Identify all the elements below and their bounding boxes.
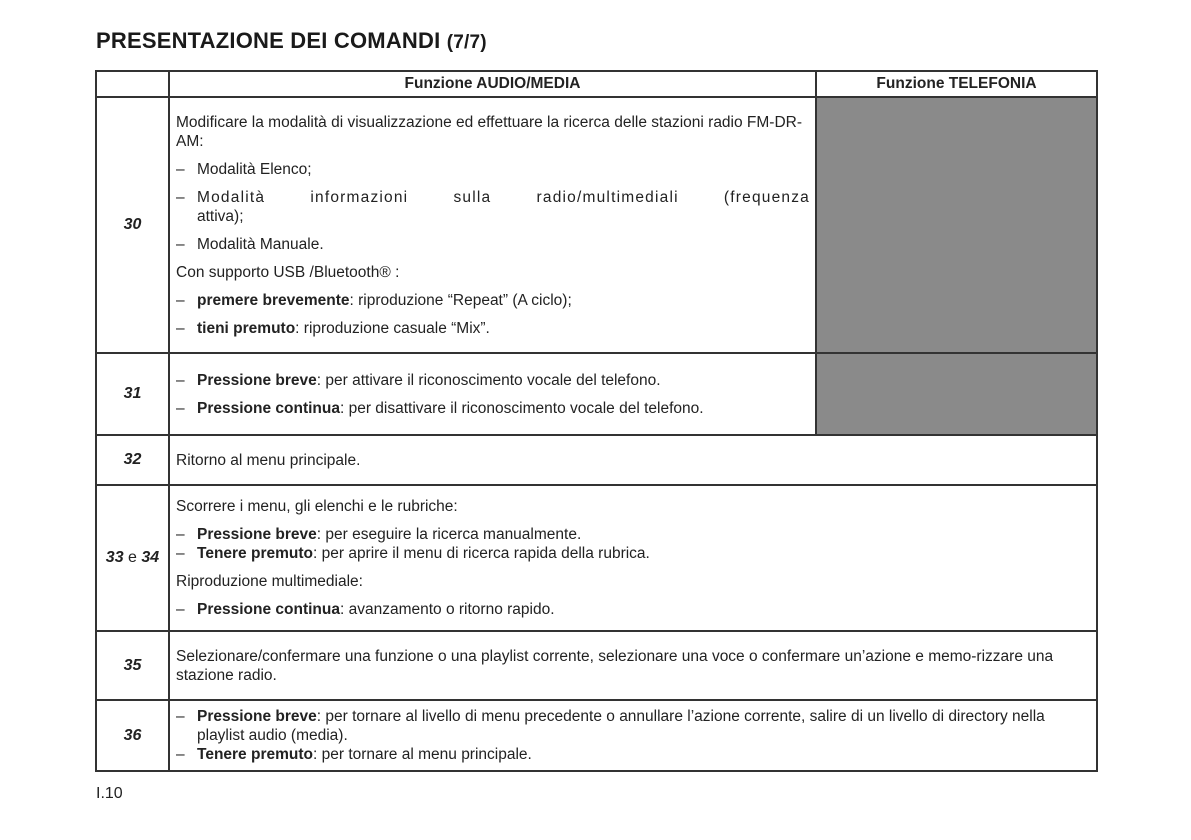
table-row-30 (96, 97, 1097, 353)
list-item: – Tenere premuto: per aprire il menu di ricerca rapida della rubrica. (176, 545, 650, 562)
combined-cell (169, 485, 1097, 631)
combined-cell (169, 631, 1097, 700)
combined-cell (169, 435, 1097, 485)
control-number: 31 (96, 353, 169, 435)
control-number: 36 (96, 700, 169, 771)
list-item: – Pressione breve: per attivare il riconoscimento vocale del telefono. (176, 371, 661, 389)
telefonia-cell-empty (816, 353, 1097, 435)
control-number: 35 (96, 631, 169, 700)
list-item: – Modalità informazioni sulla radio/multimediali (frequenza attiva); (176, 188, 810, 225)
row-text: Ritorno al menu principale. (176, 451, 361, 469)
list-item: – premere brevemente: riproduzione “Repeat” (A ciclo); (176, 291, 572, 309)
list-item: – tieni premuto: riproduzione casuale “Mix”. (176, 319, 490, 337)
header-telefonia: Funzione TELEFONIA (816, 71, 1097, 97)
list-item: – Pressione continua: per disattivare il riconoscimento vocale del telefono. (176, 399, 704, 417)
header-row (96, 71, 1097, 97)
table-row-33-34 (96, 485, 1097, 631)
page-title-text: PRESENTAZIONE DEI COMANDI (96, 28, 441, 53)
page-number: I.10 (96, 785, 123, 802)
table-row-35 (96, 631, 1097, 700)
page-title-part: (7/7) (446, 32, 487, 53)
audio-media-cell (169, 97, 816, 353)
list-item: – Tenere premuto: per tornare al menu principale. (176, 746, 532, 763)
controls-table (95, 70, 1098, 772)
telefonia-cell-empty (816, 97, 1097, 353)
control-number: 33 e 34 (96, 485, 169, 631)
row-text: Scorrere i menu, gli elenchi e le rubriche: (176, 498, 458, 515)
row-text: Riproduzione multimediale: (176, 573, 363, 590)
control-number: 32 (96, 435, 169, 485)
list-item: – Pressione breve: per tornare al livello di menu precedente o annullare l’azione corrente, salire di un livello di directory nella playlist audio (media). (176, 708, 1045, 744)
page-title (96, 28, 487, 54)
list-item: – Pressione breve: per eseguire la ricerca manualmente. (176, 526, 582, 543)
control-number: 30 (96, 97, 169, 353)
list-item: – Pressione continua: avanzamento o ritorno rapido. (176, 601, 555, 618)
table-row-32 (96, 435, 1097, 485)
combined-cell (169, 700, 1097, 771)
table-row-31 (96, 353, 1097, 435)
row-text: Modificare la modalità di visualizzazione ed effettuare la ricerca delle stazioni radio FM-DR-AM: (176, 113, 803, 150)
audio-media-cell (169, 353, 816, 435)
row-text: Selezionare/confermare una funzione o una playlist corrente, selezionare una voce o confermare un’azione e memo-rizzare una stazione radio. (176, 647, 1054, 684)
table-row-36 (96, 700, 1097, 771)
list-item: – Modalità Manuale. (176, 235, 324, 253)
header-audio-media: Funzione AUDIO/MEDIA (169, 71, 816, 97)
list-item: – Modalità Elenco; (176, 160, 312, 178)
header-number (96, 71, 169, 97)
row-text: Con supporto USB /Bluetooth® : (176, 263, 400, 281)
